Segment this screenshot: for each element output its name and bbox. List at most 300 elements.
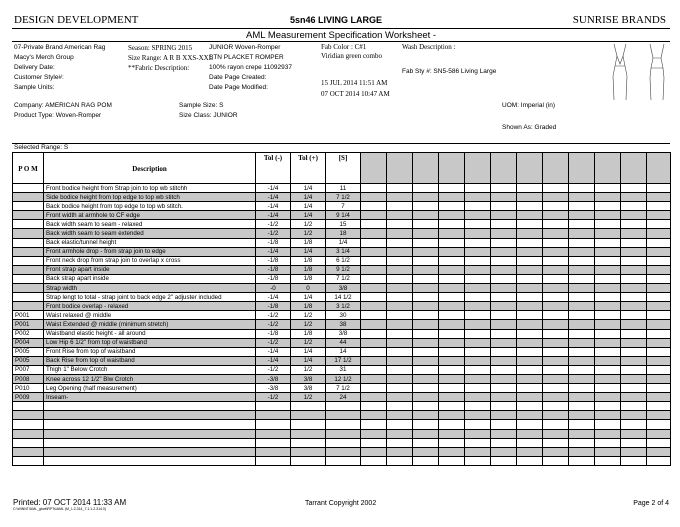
row-description: Waist relaxed @ middle: [44, 311, 256, 320]
copyright: Tarrant Copyright 2002: [305, 500, 377, 507]
empty-cell: [291, 456, 326, 465]
empty-cell: [595, 374, 621, 383]
table-row: [13, 347, 671, 356]
empty-cell: [387, 374, 413, 383]
empty-cell: [595, 247, 621, 256]
empty-cell: [543, 247, 569, 256]
season-value: SPRING 2015: [151, 44, 193, 52]
empty-cell: [361, 374, 387, 383]
table-row: [13, 329, 671, 338]
empty-cell: [517, 329, 543, 338]
empty-cell: [517, 265, 543, 274]
row-description: Back strap apart inside: [44, 274, 256, 283]
empty-cell: [361, 274, 387, 283]
brand-name: SUNRISE BRANDS: [572, 14, 666, 26]
empty-cell: [517, 456, 543, 465]
empty-cell: [256, 447, 291, 456]
fab-color-label: Fab Color : C#1: [321, 43, 367, 51]
empty-cell: [621, 193, 647, 202]
empty-cell: [621, 447, 647, 456]
empty-cell: [387, 393, 413, 402]
empty-cell: [413, 229, 439, 238]
empty-cell: [621, 347, 647, 356]
empty-cell: [413, 411, 439, 420]
row-tol-plus: 0: [291, 284, 326, 293]
row-description: Waist Extended @ middle (minimum stretch): [44, 320, 256, 329]
empty-cell: [13, 411, 44, 420]
empty-cell: [387, 220, 413, 229]
row-tol-plus: 1/4: [291, 193, 326, 202]
empty-cell: [621, 374, 647, 383]
header-description: Description: [44, 153, 256, 184]
table-row: [13, 274, 671, 283]
empty-cell: [361, 329, 387, 338]
style-title: 5sn46 LIVING LARGE: [290, 15, 383, 25]
row-description: Low Hip 6 1/2" from top of waistband: [44, 338, 256, 347]
empty-cell: [517, 438, 543, 447]
empty-cell: [621, 356, 647, 365]
empty-cell: [517, 411, 543, 420]
empty-cell: [439, 411, 465, 420]
empty-cell: [413, 447, 439, 456]
table-header-row: [13, 153, 671, 184]
empty-cell: [413, 193, 439, 202]
empty-cell: [361, 238, 387, 247]
empty-cell: [387, 184, 413, 193]
empty-cell: [439, 311, 465, 320]
empty-cell: [595, 293, 621, 302]
row-tol-minus: -0: [256, 284, 291, 293]
info-rule: [12, 143, 670, 144]
empty-cell: [621, 338, 647, 347]
row-pom: [13, 293, 44, 302]
empty-cell: [413, 456, 439, 465]
empty-cell: [413, 311, 439, 320]
empty-cell: [387, 356, 413, 365]
table-row: [13, 420, 671, 429]
row-tol-plus: 1/8: [291, 329, 326, 338]
empty-cell: [621, 202, 647, 211]
empty-cell: [413, 238, 439, 247]
empty-cell: [569, 411, 595, 420]
row-pom: P002: [13, 329, 44, 338]
empty-cell: [491, 238, 517, 247]
empty-cell: [569, 402, 595, 411]
row-pom: [13, 256, 44, 265]
empty-cell: [647, 265, 671, 274]
empty-cell: [387, 311, 413, 320]
empty-cell: [361, 256, 387, 265]
fab-style-number: Fab Sty #: SN5-586 Living Large: [402, 68, 497, 75]
row-description: Back width seam to seam extended: [44, 229, 256, 238]
empty-cell: [256, 456, 291, 465]
empty-cell: [491, 402, 517, 411]
empty-cell: [647, 311, 671, 320]
empty-cell: [13, 402, 44, 411]
empty-cell: [647, 184, 671, 193]
empty-cell: [413, 265, 439, 274]
empty-cell: [326, 429, 361, 438]
empty-cell: [439, 438, 465, 447]
empty-cell: [387, 438, 413, 447]
empty-cell: [413, 338, 439, 347]
empty-cell: [413, 347, 439, 356]
table-row: [13, 302, 671, 311]
info-delivery-date: Delivery Date:: [14, 64, 55, 71]
fab-color-value: Viridian green combo: [321, 52, 383, 60]
empty-cell: [543, 384, 569, 393]
row-tol-plus: 1/2: [291, 393, 326, 402]
row-tol-plus: 1/4: [291, 356, 326, 365]
empty-cell: [465, 238, 491, 247]
empty-cell: [387, 256, 413, 265]
info-brand: 07-Private Brand American Rag: [14, 44, 106, 51]
empty-cell: [291, 411, 326, 420]
empty-cell: [621, 420, 647, 429]
empty-cell: [491, 329, 517, 338]
empty-cell: [387, 284, 413, 293]
empty-cell: [517, 402, 543, 411]
empty-cell: [647, 384, 671, 393]
row-pom: P007: [13, 365, 44, 374]
empty-cell: [439, 456, 465, 465]
empty-cell: [413, 374, 439, 383]
row-description: Back elastic/tunnel height: [44, 238, 256, 247]
empty-cell: [413, 220, 439, 229]
empty-cell: [465, 211, 491, 220]
empty-cell: [621, 329, 647, 338]
empty-cell: [291, 447, 326, 456]
row-tol-minus: -1/8: [256, 238, 291, 247]
info-merch-group: Macy's Merch Group: [14, 54, 74, 61]
row-description: Front width at armhole to CF edge: [44, 211, 256, 220]
empty-cell: [517, 320, 543, 329]
empty-cell: [465, 429, 491, 438]
empty-cell: [621, 320, 647, 329]
product-type: Product Type: Woven-Romper: [14, 112, 102, 119]
empty-cell: [543, 438, 569, 447]
empty-cell: [491, 247, 517, 256]
empty-cell: [595, 393, 621, 402]
empty-cell: [595, 220, 621, 229]
empty-cell: [517, 238, 543, 247]
empty-cell: [491, 293, 517, 302]
front-sketch-image: [608, 42, 632, 102]
header-tol-minus: Tol (-): [256, 153, 291, 184]
empty-cell: [361, 211, 387, 220]
worksheet-subtitle: AML Measurement Specification Worksheet -: [246, 30, 437, 41]
row-pom: P004: [13, 338, 44, 347]
table-row: [13, 293, 671, 302]
empty-cell: [465, 256, 491, 265]
document-type: DESIGN DEVELOPMENT: [14, 14, 139, 26]
row-description: Strap lengt to total - strap joint to back edge 2" adjuster included: [44, 293, 256, 302]
empty-cell: [44, 402, 256, 411]
row-description: Front Rise from top of waistband: [44, 347, 256, 356]
empty-cell: [13, 447, 44, 456]
table-row: [13, 338, 671, 347]
empty-cell: [387, 420, 413, 429]
row-size-value: 11: [326, 184, 361, 193]
empty-cell: [387, 247, 413, 256]
empty-cell: [647, 456, 671, 465]
empty-cell: [361, 356, 387, 365]
row-tol-minus: -1/4: [256, 193, 291, 202]
empty-cell: [595, 438, 621, 447]
desc-line-2: BTN PLACKET ROMPER: [209, 54, 284, 61]
empty-cell: [595, 311, 621, 320]
empty-cell: [439, 447, 465, 456]
row-description: Front armhole drop - from strap join to edge: [44, 247, 256, 256]
empty-cell: [569, 356, 595, 365]
row-tol-minus: -1/8: [256, 302, 291, 311]
empty-cell: [595, 238, 621, 247]
table-row: [13, 220, 671, 229]
empty-cell: [595, 193, 621, 202]
empty-cell: [256, 411, 291, 420]
empty-cell: [595, 229, 621, 238]
empty-cell: [13, 438, 44, 447]
fabric-label: **Fabric Description:: [128, 64, 190, 72]
empty-cell: [517, 393, 543, 402]
empty-cell: [387, 202, 413, 211]
empty-cell: [595, 338, 621, 347]
empty-cell: [361, 384, 387, 393]
empty-cell: [413, 256, 439, 265]
empty-cell: [569, 293, 595, 302]
empty-cell: [491, 202, 517, 211]
empty-cell: [491, 365, 517, 374]
row-tol-plus: 1/2: [291, 220, 326, 229]
uom: UOM: Imperial (in): [502, 102, 556, 109]
empty-cell: [361, 429, 387, 438]
row-pom: P001: [13, 320, 44, 329]
empty-cell: [621, 247, 647, 256]
row-description: Back width seam to seam - relaxed: [44, 220, 256, 229]
empty-cell: [387, 429, 413, 438]
empty-cell: [595, 202, 621, 211]
empty-cell: [517, 447, 543, 456]
row-tol-minus: -1/4: [256, 184, 291, 193]
table-row: [13, 356, 671, 365]
empty-cell: [595, 320, 621, 329]
row-tol-plus: 1/2: [291, 229, 326, 238]
empty-cell: [491, 256, 517, 265]
row-tol-minus: -1/8: [256, 329, 291, 338]
empty-cell: [465, 365, 491, 374]
empty-cell: [491, 420, 517, 429]
row-pom: P005: [13, 347, 44, 356]
row-size-value: 1/4: [326, 238, 361, 247]
table-row: [13, 184, 671, 193]
empty-cell: [361, 447, 387, 456]
empty-cell: [569, 265, 595, 274]
row-tol-plus: 1/2: [291, 320, 326, 329]
empty-cell: [621, 211, 647, 220]
row-size-value: 15: [326, 220, 361, 229]
empty-cell: [517, 193, 543, 202]
empty-cell: [595, 456, 621, 465]
empty-cell: [413, 384, 439, 393]
empty-cell: [621, 429, 647, 438]
row-size-value: 38: [326, 320, 361, 329]
row-size-value: 7: [326, 202, 361, 211]
empty-cell: [387, 329, 413, 338]
empty-cell: [491, 302, 517, 311]
empty-cell: [465, 447, 491, 456]
row-pom: [13, 238, 44, 247]
empty-cell: [361, 202, 387, 211]
selected-range: Selected Range: S: [14, 144, 69, 151]
empty-cell: [543, 284, 569, 293]
table-row: [13, 320, 671, 329]
empty-cell: [413, 356, 439, 365]
row-size-value: 30: [326, 311, 361, 320]
empty-cell: [465, 284, 491, 293]
empty-cell: [569, 220, 595, 229]
empty-cell: [465, 420, 491, 429]
empty-cell: [491, 184, 517, 193]
table-row: [13, 211, 671, 220]
empty-cell: [491, 338, 517, 347]
empty-cell: [569, 429, 595, 438]
row-description: Leg Opening (half measurement): [44, 384, 256, 393]
sample-size: Sample Size: S: [179, 102, 224, 109]
empty-cell: [361, 347, 387, 356]
row-description: Strap width: [44, 284, 256, 293]
date-modified-label: Date Page Modified:: [209, 84, 268, 91]
row-size-value: 7 1/2: [326, 274, 361, 283]
row-size-value: 3/8: [326, 284, 361, 293]
empty-cell: [44, 438, 256, 447]
row-size-value: 14: [326, 347, 361, 356]
row-description: Thigh 1" Below Crotch: [44, 365, 256, 374]
row-tol-minus: -1/2: [256, 220, 291, 229]
empty-cell: [543, 365, 569, 374]
empty-cell: [361, 456, 387, 465]
empty-cell: [491, 438, 517, 447]
back-sketch-image: [645, 42, 669, 102]
row-size-value: 17 1/2: [326, 356, 361, 365]
empty-cell: [595, 274, 621, 283]
empty-cell: [465, 320, 491, 329]
row-tol-minus: -1/2: [256, 320, 291, 329]
empty-cell: [13, 456, 44, 465]
title-rule: [12, 28, 670, 29]
empty-cell: [361, 265, 387, 274]
empty-cell: [647, 438, 671, 447]
empty-cell: [439, 393, 465, 402]
empty-cell: [465, 411, 491, 420]
table-row: [13, 229, 671, 238]
empty-cell: [543, 402, 569, 411]
empty-cell: [621, 184, 647, 193]
empty-cell: [439, 220, 465, 229]
row-description: Inseam-: [44, 393, 256, 402]
table-row: [13, 456, 671, 465]
header-pom: P O M: [13, 153, 44, 184]
empty-cell: [413, 393, 439, 402]
empty-cell: [465, 247, 491, 256]
row-size-value: 9 1/4: [326, 211, 361, 220]
row-tol-minus: -1/8: [256, 274, 291, 283]
empty-cell: [543, 193, 569, 202]
table-row: [13, 202, 671, 211]
empty-cell: [621, 220, 647, 229]
table-row: [13, 265, 671, 274]
row-description: Back bodice height from top edge to top wb stitch.: [44, 202, 256, 211]
empty-cell: [413, 284, 439, 293]
table-row: [13, 402, 671, 411]
empty-cell: [439, 402, 465, 411]
empty-cell: [413, 329, 439, 338]
empty-cell: [543, 211, 569, 220]
empty-cell: [517, 356, 543, 365]
empty-cell: [647, 447, 671, 456]
empty-cell: [543, 338, 569, 347]
empty-cell: [465, 302, 491, 311]
empty-cell: [439, 265, 465, 274]
row-tol-minus: -1/2: [256, 393, 291, 402]
table-row: [13, 193, 671, 202]
size-range-label: Size Range:: [128, 54, 162, 62]
empty-cell: [439, 256, 465, 265]
row-pom: [13, 202, 44, 211]
empty-cell: [413, 365, 439, 374]
empty-cell: [465, 338, 491, 347]
row-description: Front bodice overlap - relaxed: [44, 302, 256, 311]
empty-cell: [647, 411, 671, 420]
empty-cell: [491, 374, 517, 383]
empty-cell: [413, 429, 439, 438]
empty-cell: [387, 411, 413, 420]
empty-cell: [543, 320, 569, 329]
empty-cell: [44, 456, 256, 465]
empty-cell: [465, 193, 491, 202]
empty-cell: [439, 429, 465, 438]
empty-cell: [387, 211, 413, 220]
empty-cell: [439, 338, 465, 347]
empty-cell: [361, 411, 387, 420]
empty-cell: [465, 374, 491, 383]
empty-cell: [361, 402, 387, 411]
company-name: Company: AMERICAN RAG POM: [14, 102, 112, 109]
empty-cell: [569, 393, 595, 402]
empty-cell: [439, 374, 465, 383]
size-class: Size Class: JUNIOR: [179, 112, 238, 119]
empty-cell: [465, 393, 491, 402]
empty-cell: [465, 265, 491, 274]
empty-cell: [517, 274, 543, 283]
empty-cell: [465, 220, 491, 229]
row-size-value: 7 1/2: [326, 193, 361, 202]
empty-cell: [543, 229, 569, 238]
empty-cell: [595, 429, 621, 438]
empty-cell: [595, 447, 621, 456]
empty-cell: [439, 302, 465, 311]
empty-cell: [543, 374, 569, 383]
empty-cell: [361, 438, 387, 447]
desc-line-3: 100% rayon crepe 11092937: [209, 64, 292, 71]
empty-cell: [517, 302, 543, 311]
empty-cell: [491, 447, 517, 456]
empty-cell: [361, 311, 387, 320]
empty-cell: [647, 338, 671, 347]
empty-cell: [569, 365, 595, 374]
empty-cell: [491, 320, 517, 329]
empty-cell: [647, 420, 671, 429]
empty-cell: [595, 302, 621, 311]
